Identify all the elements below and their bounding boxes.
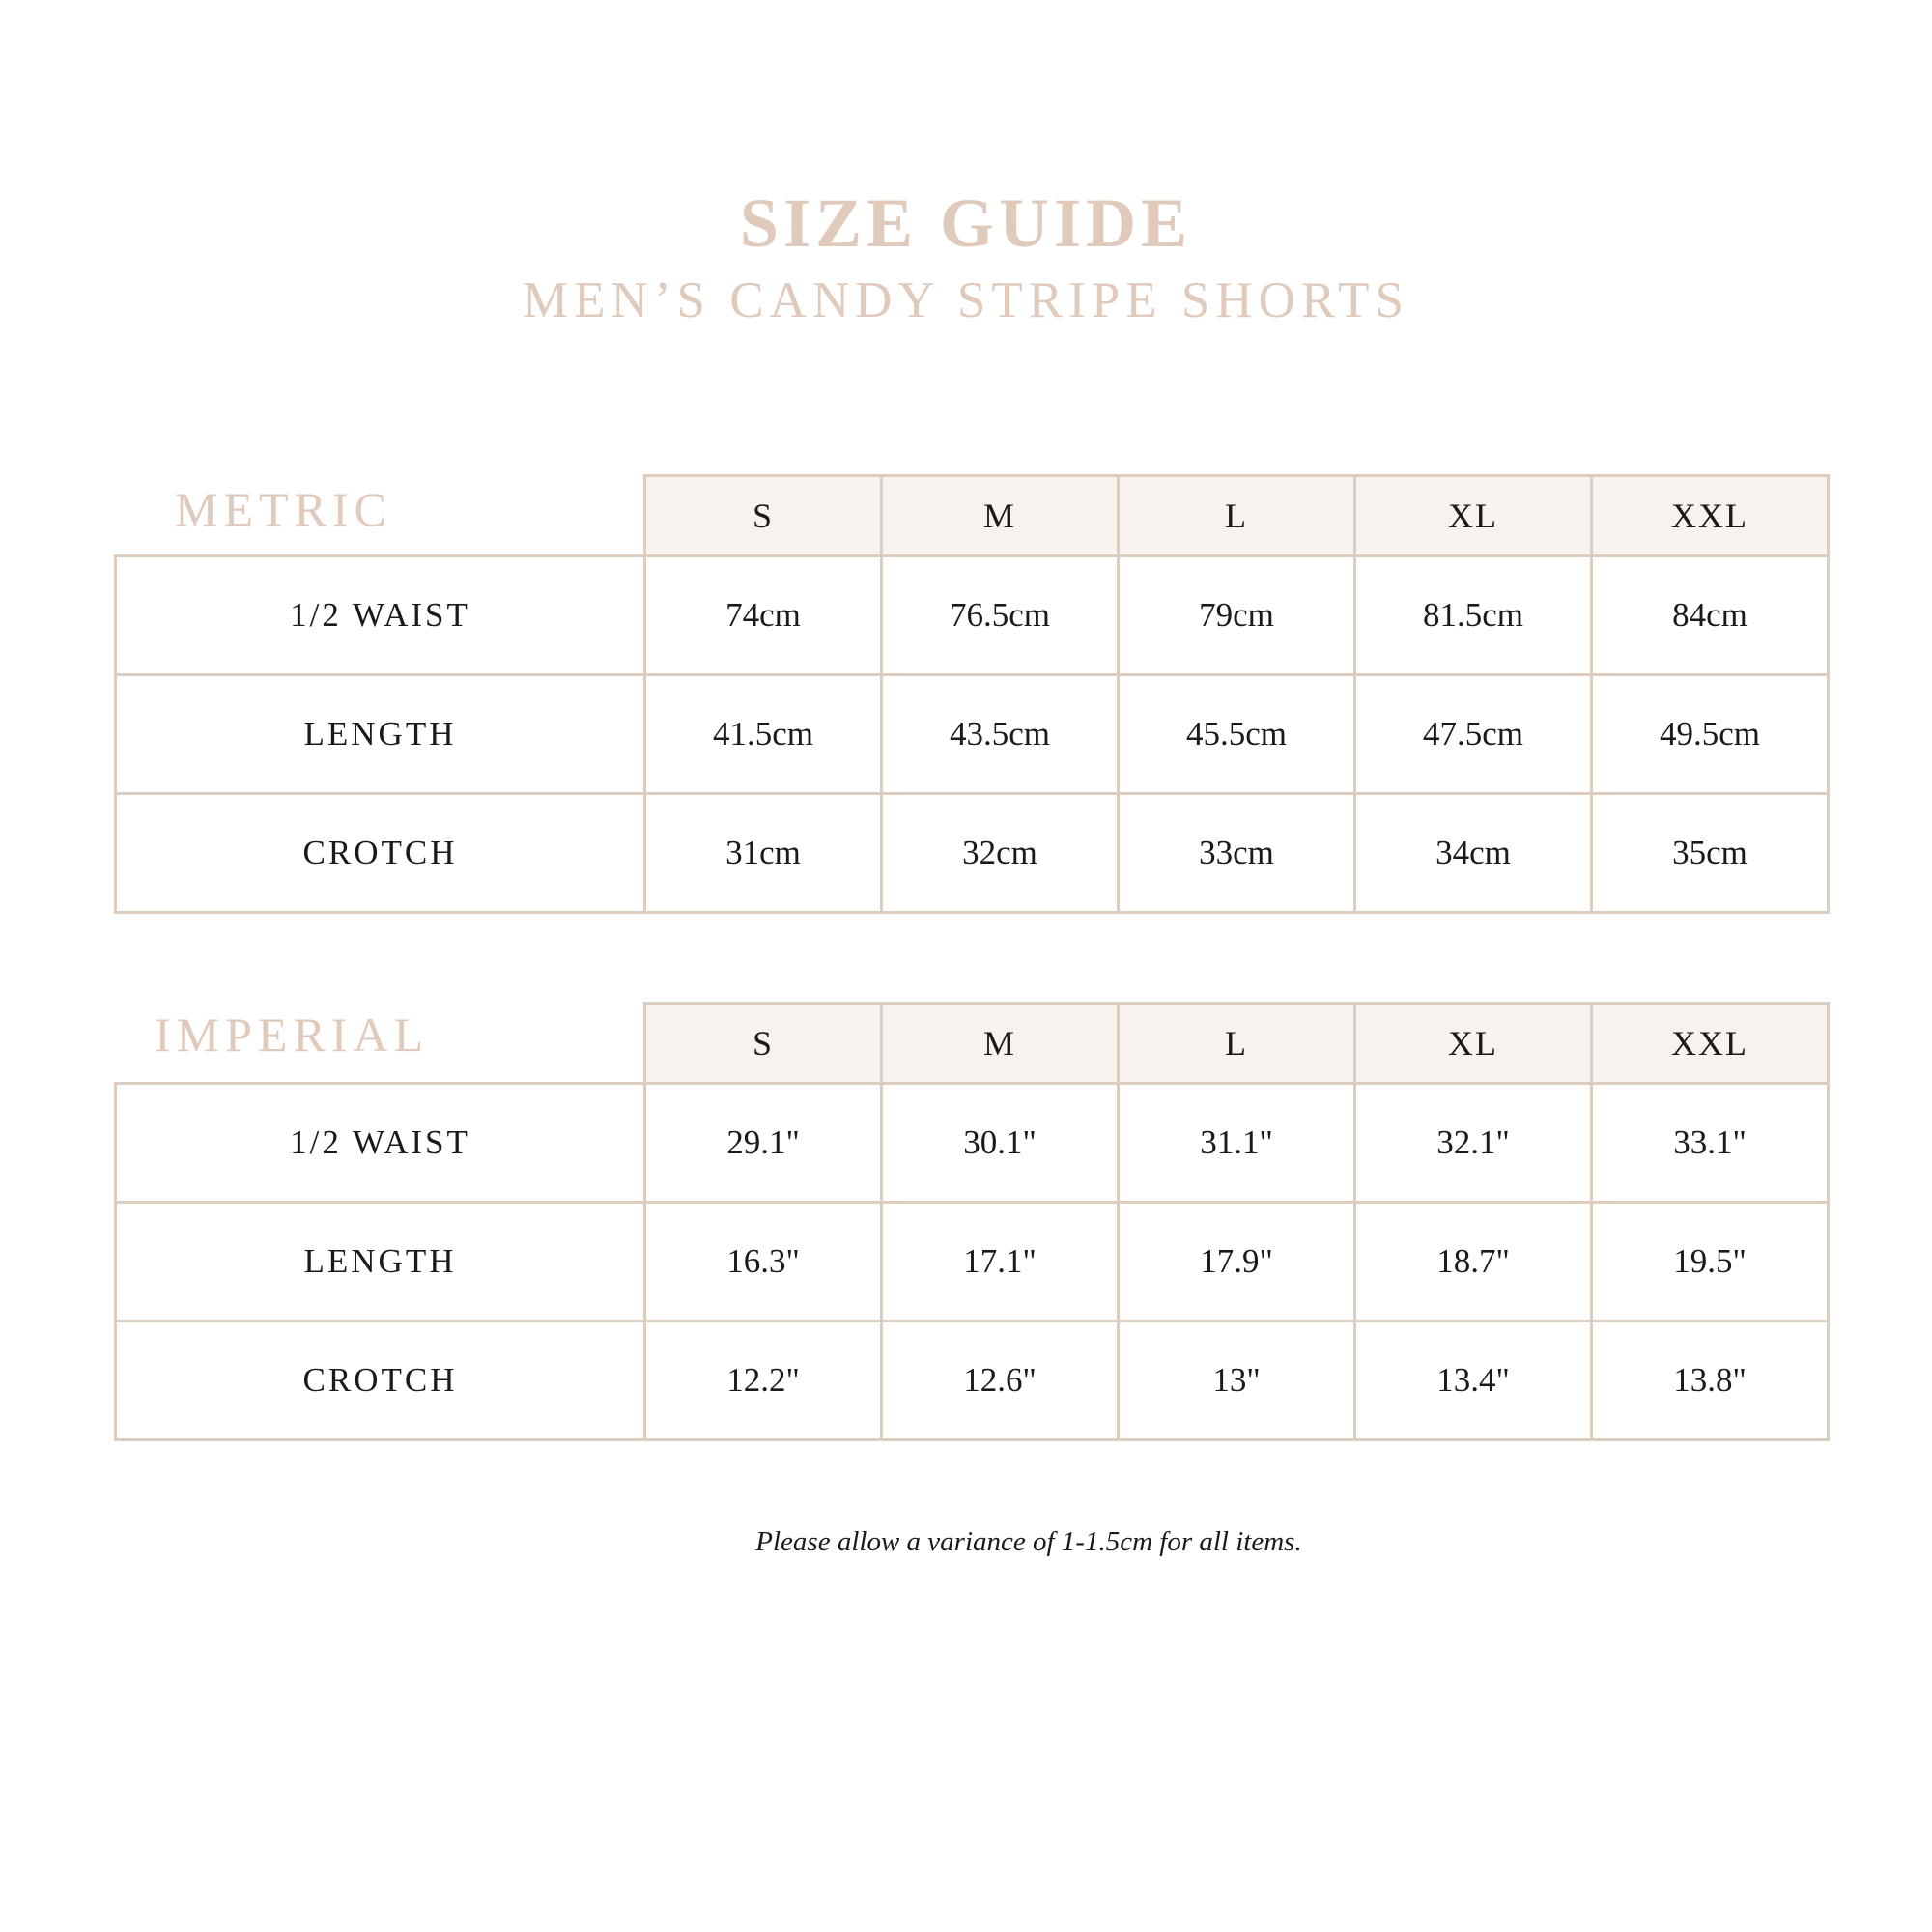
- metric-section-label: METRIC: [175, 482, 392, 536]
- table-cell: 34cm: [1355, 794, 1592, 913]
- table-cell: 76.5cm: [882, 556, 1119, 675]
- size-header-cell: S: [645, 476, 882, 556]
- table-header-row: [116, 1004, 1829, 1084]
- table-cell: 13.8": [1592, 1321, 1829, 1440]
- table-cell: 79cm: [1119, 556, 1355, 675]
- table-row: [116, 1084, 1829, 1203]
- table-cell: 84cm: [1592, 556, 1829, 675]
- table-cell: 13": [1119, 1321, 1355, 1440]
- table-cell: 47.5cm: [1355, 675, 1592, 794]
- table-cell: 30.1": [882, 1084, 1119, 1203]
- table-cell: 81.5cm: [1355, 556, 1592, 675]
- product-subtitle: MEN’S CANDY STRIPE SHORTS: [523, 272, 1409, 328]
- table-cell: 43.5cm: [882, 675, 1119, 794]
- imperial-size-table: [114, 1002, 1830, 1441]
- table-cell: 31cm: [645, 794, 882, 913]
- table-row: [116, 1321, 1829, 1440]
- imperial-section-label: IMPERIAL: [155, 1008, 430, 1062]
- header-blank-cell: [116, 476, 645, 556]
- table-row: [116, 1203, 1829, 1321]
- table-cell: 29.1": [645, 1084, 882, 1203]
- table-cell: 32cm: [882, 794, 1119, 913]
- table-cell: 33cm: [1119, 794, 1355, 913]
- size-header-cell: M: [882, 476, 1119, 556]
- table-cell: 45.5cm: [1119, 675, 1355, 794]
- size-header-cell: L: [1119, 1004, 1355, 1084]
- row-label: LENGTH: [116, 1203, 645, 1321]
- table-cell: 17.9": [1119, 1203, 1355, 1321]
- size-header-cell: S: [645, 1004, 882, 1084]
- row-label: 1/2 WAIST: [116, 556, 645, 675]
- table-cell: 19.5": [1592, 1203, 1829, 1321]
- table-cell: 13.4": [1355, 1321, 1592, 1440]
- table-cell: 12.2": [645, 1321, 882, 1440]
- row-label: LENGTH: [116, 675, 645, 794]
- table-cell: 32.1": [1355, 1084, 1592, 1203]
- size-header-cell: M: [882, 1004, 1119, 1084]
- table-cell: 18.7": [1355, 1203, 1592, 1321]
- row-label: CROTCH: [116, 794, 645, 913]
- table-header-row: [116, 476, 1829, 556]
- table-cell: 31.1": [1119, 1084, 1355, 1203]
- table-row: [116, 675, 1829, 794]
- size-header-cell: XXL: [1592, 1004, 1829, 1084]
- table-cell: 12.6": [882, 1321, 1119, 1440]
- table-cell: 35cm: [1592, 794, 1829, 913]
- size-header-cell: XL: [1355, 1004, 1592, 1084]
- table-cell: 41.5cm: [645, 675, 882, 794]
- table-row: [116, 556, 1829, 675]
- table-cell: 49.5cm: [1592, 675, 1829, 794]
- row-label: 1/2 WAIST: [116, 1084, 645, 1203]
- table-cell: 16.3": [645, 1203, 882, 1321]
- page-title: SIZE GUIDE: [739, 185, 1193, 262]
- header-blank-cell: [116, 1004, 645, 1084]
- table-cell: 17.1": [882, 1203, 1119, 1321]
- metric-size-table: [114, 474, 1830, 914]
- size-header-cell: XL: [1355, 476, 1592, 556]
- row-label: CROTCH: [116, 1321, 645, 1440]
- table-cell: 74cm: [645, 556, 882, 675]
- size-header-cell: XXL: [1592, 476, 1829, 556]
- variance-note: Please allow a variance of 1-1.5cm for all items.: [755, 1526, 1302, 1557]
- size-header-cell: L: [1119, 476, 1355, 556]
- table-cell: 33.1": [1592, 1084, 1829, 1203]
- table-row: [116, 794, 1829, 913]
